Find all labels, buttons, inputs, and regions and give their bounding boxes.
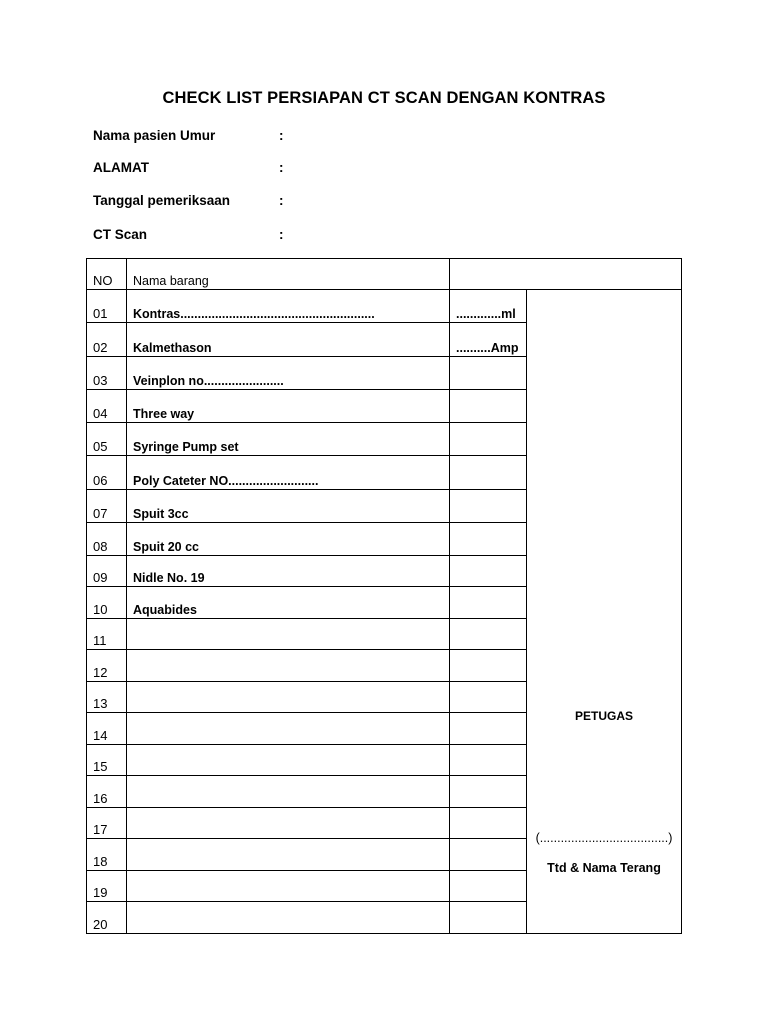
field-nama-pasien xyxy=(93,128,284,143)
field-ct-scan xyxy=(93,227,284,242)
row-number: 18 xyxy=(87,839,127,871)
row-item: Spuit 20 cc xyxy=(127,523,450,556)
field-label: ALAMAT xyxy=(93,160,149,175)
row-item xyxy=(127,745,450,776)
row-item: Veinplon no....................... xyxy=(127,357,450,390)
row-item xyxy=(127,776,450,808)
row-number: 15 xyxy=(87,745,127,776)
field-colon: : xyxy=(279,160,284,175)
row-unit xyxy=(450,745,527,776)
header-item: Nama barang xyxy=(127,259,450,290)
petugas-cell xyxy=(527,290,682,934)
row-item: Aquabides xyxy=(127,587,450,619)
row-item: Poly Cateter NO.......................... xyxy=(127,456,450,490)
row-unit: .............ml xyxy=(450,290,527,323)
row-item xyxy=(127,713,450,745)
field-colon: : xyxy=(279,227,284,242)
field-alamat xyxy=(93,160,284,175)
field-colon: : xyxy=(279,128,284,143)
header-no: NO xyxy=(87,259,127,290)
field-colon: : xyxy=(279,193,284,208)
row-unit xyxy=(450,650,527,682)
row-unit xyxy=(450,523,527,556)
row-unit xyxy=(450,587,527,619)
row-unit xyxy=(450,871,527,902)
row-number: 09 xyxy=(87,556,127,587)
row-unit xyxy=(450,619,527,650)
row-number: 05 xyxy=(87,423,127,456)
row-item xyxy=(127,871,450,902)
table-header-row xyxy=(87,259,682,290)
field-label: CT Scan xyxy=(93,227,148,242)
row-unit xyxy=(450,357,527,390)
row-item xyxy=(127,808,450,839)
row-item: Kalmethason xyxy=(127,323,450,357)
row-unit: ..........Amp xyxy=(450,323,527,357)
row-number: 01 xyxy=(87,290,127,323)
checklist-table xyxy=(86,258,682,934)
row-number: 04 xyxy=(87,390,127,423)
row-item xyxy=(127,682,450,713)
row-number: 02 xyxy=(87,323,127,357)
row-number: 08 xyxy=(87,523,127,556)
row-unit xyxy=(450,682,527,713)
row-unit xyxy=(450,776,527,808)
row-item: Spuit 3cc xyxy=(127,490,450,523)
row-number: 10 xyxy=(87,587,127,619)
row-unit xyxy=(450,556,527,587)
row-item xyxy=(127,619,450,650)
row-number: 19 xyxy=(87,871,127,902)
signature-caption: Ttd & Nama Terang xyxy=(547,861,661,875)
row-number: 17 xyxy=(87,808,127,839)
row-number: 07 xyxy=(87,490,127,523)
row-unit xyxy=(450,808,527,839)
row-item: Three way xyxy=(127,390,450,423)
table-row xyxy=(87,290,682,323)
row-unit xyxy=(450,456,527,490)
field-label: Tanggal pemeriksaan xyxy=(93,193,231,208)
row-number: 20 xyxy=(87,902,127,934)
row-unit xyxy=(450,902,527,934)
row-number: 13 xyxy=(87,682,127,713)
row-number: 12 xyxy=(87,650,127,682)
header-unit xyxy=(450,259,682,290)
document-title: CHECK LIST PERSIAPAN CT SCAN DENGAN KONTRAS xyxy=(162,89,606,107)
row-item: Kontras........................................................ xyxy=(127,290,450,323)
row-item: Syringe Pump set xyxy=(127,423,450,456)
row-unit xyxy=(450,423,527,456)
row-item xyxy=(127,839,450,871)
row-item xyxy=(127,650,450,682)
petugas-label: PETUGAS xyxy=(574,709,633,723)
row-item: Nidle No. 19 xyxy=(127,556,450,587)
field-label: Nama pasien Umur xyxy=(93,128,216,143)
row-number: 06 xyxy=(87,456,127,490)
row-number: 11 xyxy=(87,619,127,650)
signature-line: (.....................................) xyxy=(535,831,673,845)
field-tanggal xyxy=(93,193,284,208)
row-unit xyxy=(450,713,527,745)
row-number: 16 xyxy=(87,776,127,808)
row-unit xyxy=(450,490,527,523)
row-number: 03 xyxy=(87,357,127,390)
row-item xyxy=(127,902,450,934)
row-number: 14 xyxy=(87,713,127,745)
row-unit xyxy=(450,839,527,871)
row-unit xyxy=(450,390,527,423)
